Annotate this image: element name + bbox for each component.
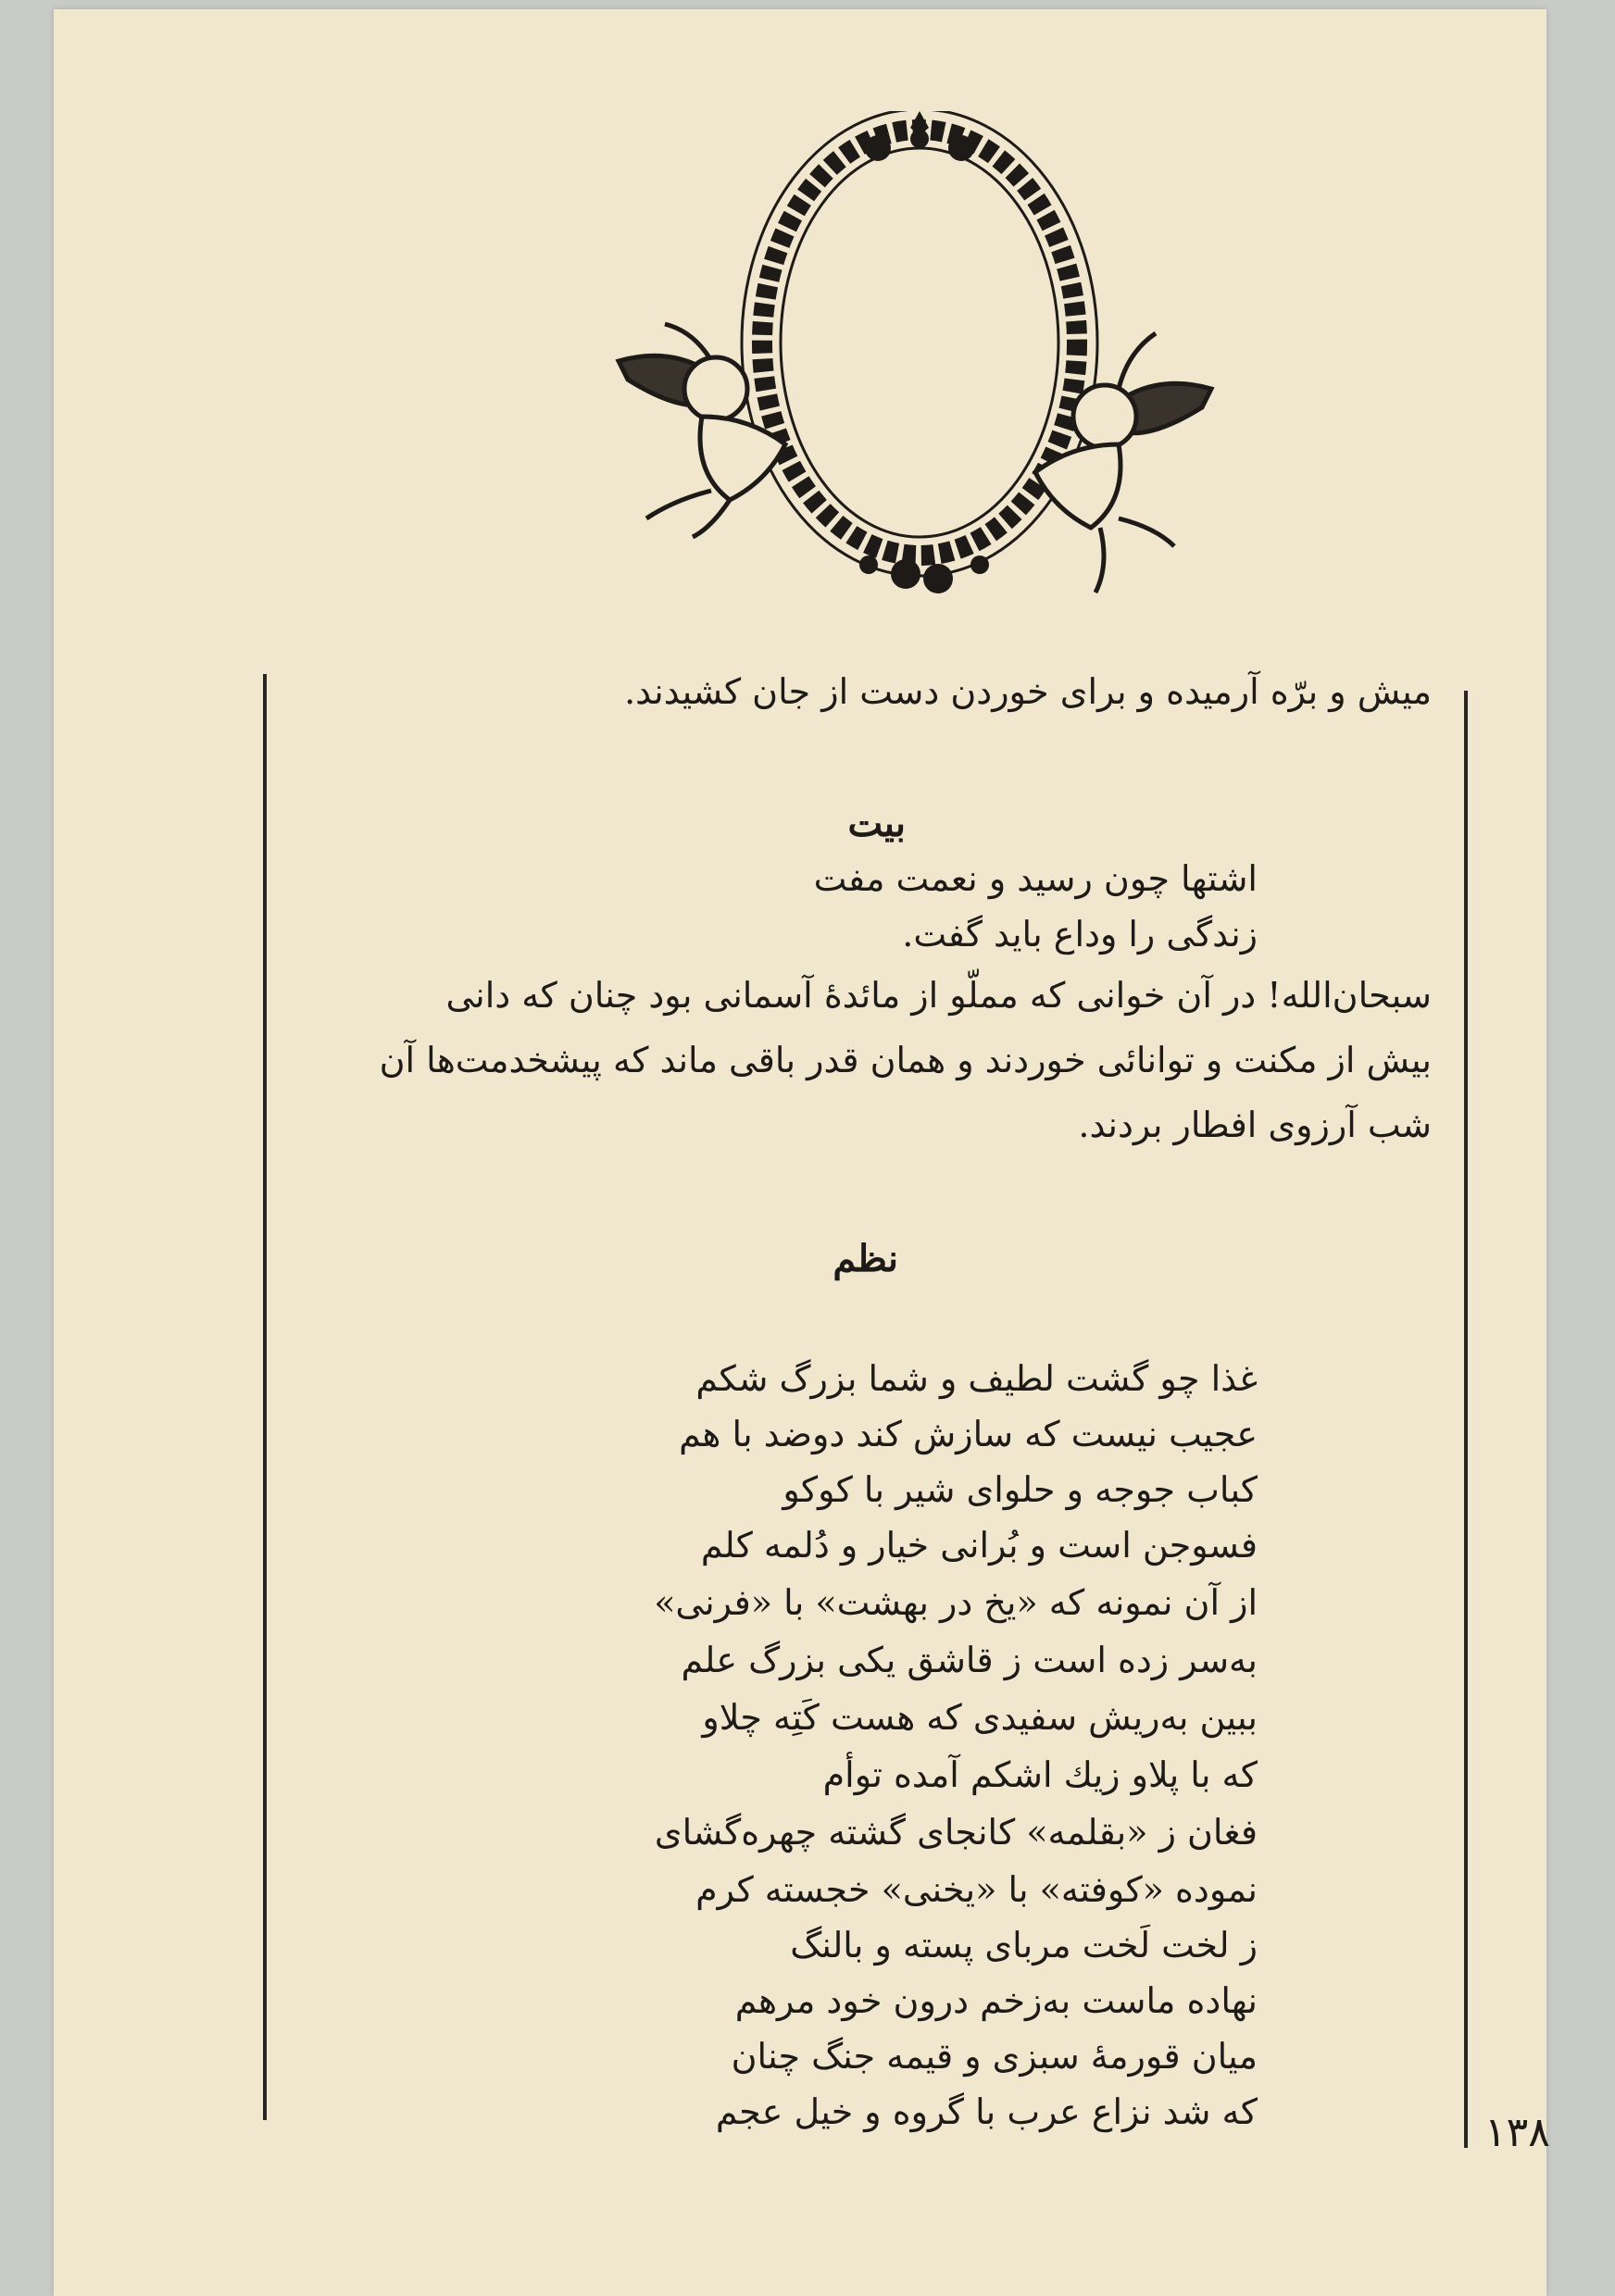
couplet-line-1: اشتها چون رسید و نعمت مفت [813,858,1258,899]
poem-line: نموده «کوفته» با «یخنی» خجسته کرم [695,1869,1258,1910]
right-cherub [1035,333,1211,593]
poem-line: غذا چو گشت لطیف و شما بزرگ شکم [695,1358,1258,1399]
poem-line: که شد نزاع عرب با گروه و خیل عجم [715,2091,1258,2132]
section-heading-beyt: بیت [847,802,906,845]
poem-line: کباب جوجه و حلوای شیر با کوکو [782,1469,1258,1510]
book-page [54,9,1550,2296]
poem-line: ببین به‌ریش سفیدی که هست کَتِه چلاو [702,1697,1258,1738]
poem-line: فسوجن است و بُرانی خیار و دُلمه کلم [700,1525,1258,1566]
couplet-line-2: زندگی را وداع باید گفت. [902,914,1258,955]
paragraph-line-1: سبحان‌الله! در آن خوانی که مملّو از مائدهٔ آسمانی بود چنان که دانی [445,975,1432,1016]
left-cherub [619,324,785,537]
section-heading-nazm: نظم [833,1237,898,1280]
poem-line: از آن نمونه که «یخ در بهشت» با «فرنی» [654,1582,1258,1623]
paragraph-line-3: شب آرزوی افطار بردند. [1078,1104,1432,1145]
poem-line: ز لخت لَخت مربای پسته و بالنگ [790,1925,1258,1965]
poem-line: که با پلاو زیك اشکم آمده توأم [822,1754,1258,1795]
page-number: ۱۳۸ [1484,2109,1550,2156]
poem-line: نهاده ماست به‌زخم درون خود مرهم [734,1980,1258,2021]
left-margin-rule [263,674,267,2120]
paragraph-line-2: بیش از مکنت و توانائی خوردند و همان قدر باقی ماند که پیشخدمت‌ها آن [379,1040,1432,1080]
poem-line: میان قورمهٔ سبزی و قیمه جنگ چنان [731,2036,1258,2077]
cherub-wreath-ornament [600,111,1230,639]
opening-line: میش و برّه آرمیده و برای خوردن دست از جان کشیدند. [624,671,1432,712]
poem-line: عجیب نیست که سازش کند دوضد با هم [679,1414,1258,1454]
poem-line: فغان ز «بقلمه» کانجای گشته چهره‌گشای [654,1812,1258,1853]
poem-line: به‌سر زده است ز قاشق یکی بزرگ علم [681,1640,1258,1680]
right-margin-rule [1464,691,1468,2148]
